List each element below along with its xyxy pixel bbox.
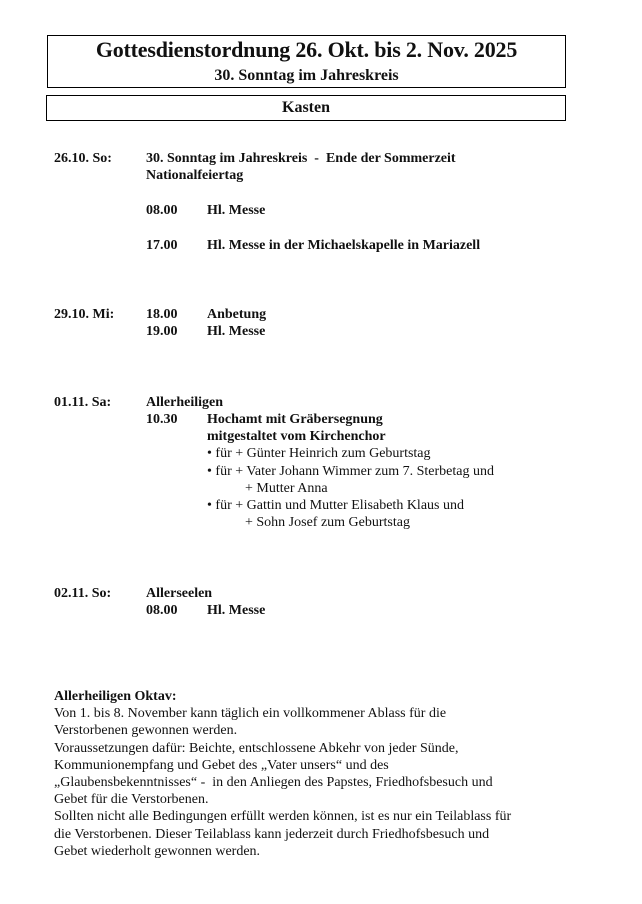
page-title: Gottesdienstordnung 26. Okt. bis 2. Nov. 2025	[95, 37, 518, 62]
service-description: Hl. Messe	[207, 324, 266, 339]
notes-section	[54, 688, 574, 860]
notes-line: Sollten nicht alle Bedingungen erfüllt werden können, ist es nur ein Teilablass für	[54, 809, 512, 825]
service-description: Hochamt mit Gräbersegnung	[207, 412, 383, 427]
feast-line: Allerseelen	[146, 586, 213, 601]
bullet-icon: •	[207, 446, 212, 461]
title-box	[47, 35, 566, 88]
notes-line: Von 1. bis 8. November kann täglich ein vollkommener Ablass für die	[54, 706, 447, 722]
day-date: 01.11. Sa:	[54, 395, 112, 410]
intention-text: für + Günter Heinrich zum Geburtstag	[215, 446, 431, 461]
service-time: 08.00	[146, 203, 178, 218]
service-description-line2: mitgestaltet vom Kirchenchor	[207, 429, 386, 444]
intention-item	[207, 463, 494, 480]
intention-continuation: + Mutter Anna	[245, 481, 328, 496]
service-description: Anbetung	[207, 307, 267, 322]
notes-line: Gebet wiederholt gewonnen werden.	[54, 843, 261, 859]
notes-line: die Verstorbenen. Dieser Teilablass kann jederzeit durch Friedhofsbesuch und	[54, 826, 490, 842]
notes-line: Gebet für die Verstorbenen.	[54, 792, 209, 808]
location-box	[46, 95, 566, 121]
service-time: 17.00	[146, 238, 178, 253]
intention-item	[207, 445, 431, 462]
page-subtitle: 30. Sonntag im Jahreskreis	[214, 67, 399, 84]
service-description: Hl. Messe	[207, 203, 266, 218]
bullet-icon: •	[207, 464, 212, 479]
bullet-icon: •	[207, 498, 212, 513]
location-label: Kasten	[282, 99, 330, 116]
service-description: Hl. Messe in der Michaelskapelle in Mariazell	[207, 238, 481, 253]
day-date: 26.10. So:	[54, 151, 112, 166]
feast-line: 30. Sonntag im Jahreskreis - Ende der Sommerzeit	[146, 151, 456, 166]
notes-line: Voraussetzungen dafür: Beichte, entschlossene Abkehr von jeder Sünde,	[54, 740, 459, 756]
intention-item	[207, 497, 464, 514]
intention-continuation: + Sohn Josef zum Geburtstag	[245, 515, 410, 530]
intention-text: für + Vater Johann Wimmer zum 7. Sterbetag und	[215, 464, 494, 479]
service-time: 18.00	[146, 307, 178, 322]
feast-line: Nationalfeiertag	[146, 168, 244, 183]
service-description: Hl. Messe	[207, 603, 266, 618]
notes-line: „Glaubensbekenntnisses“ - in den Anliegen des Papstes, Friedhofsbesuch und	[54, 775, 493, 791]
notes-line: Kommunionempfang und Gebet des „Vater unsers“ und des	[54, 757, 389, 773]
day-date: 29.10. Mi:	[54, 307, 115, 322]
service-time: 10.30	[146, 412, 178, 427]
service-time: 08.00	[146, 603, 178, 618]
notes-heading: Allerheiligen Oktav:	[54, 689, 177, 704]
notes-line: Verstorbenen gewonnen werden.	[54, 723, 238, 739]
service-time: 19.00	[146, 324, 178, 339]
feast-line: Allerheiligen	[146, 395, 223, 410]
intention-text: für + Gattin und Mutter Elisabeth Klaus und	[215, 498, 464, 513]
day-date: 02.11. So:	[54, 586, 112, 601]
